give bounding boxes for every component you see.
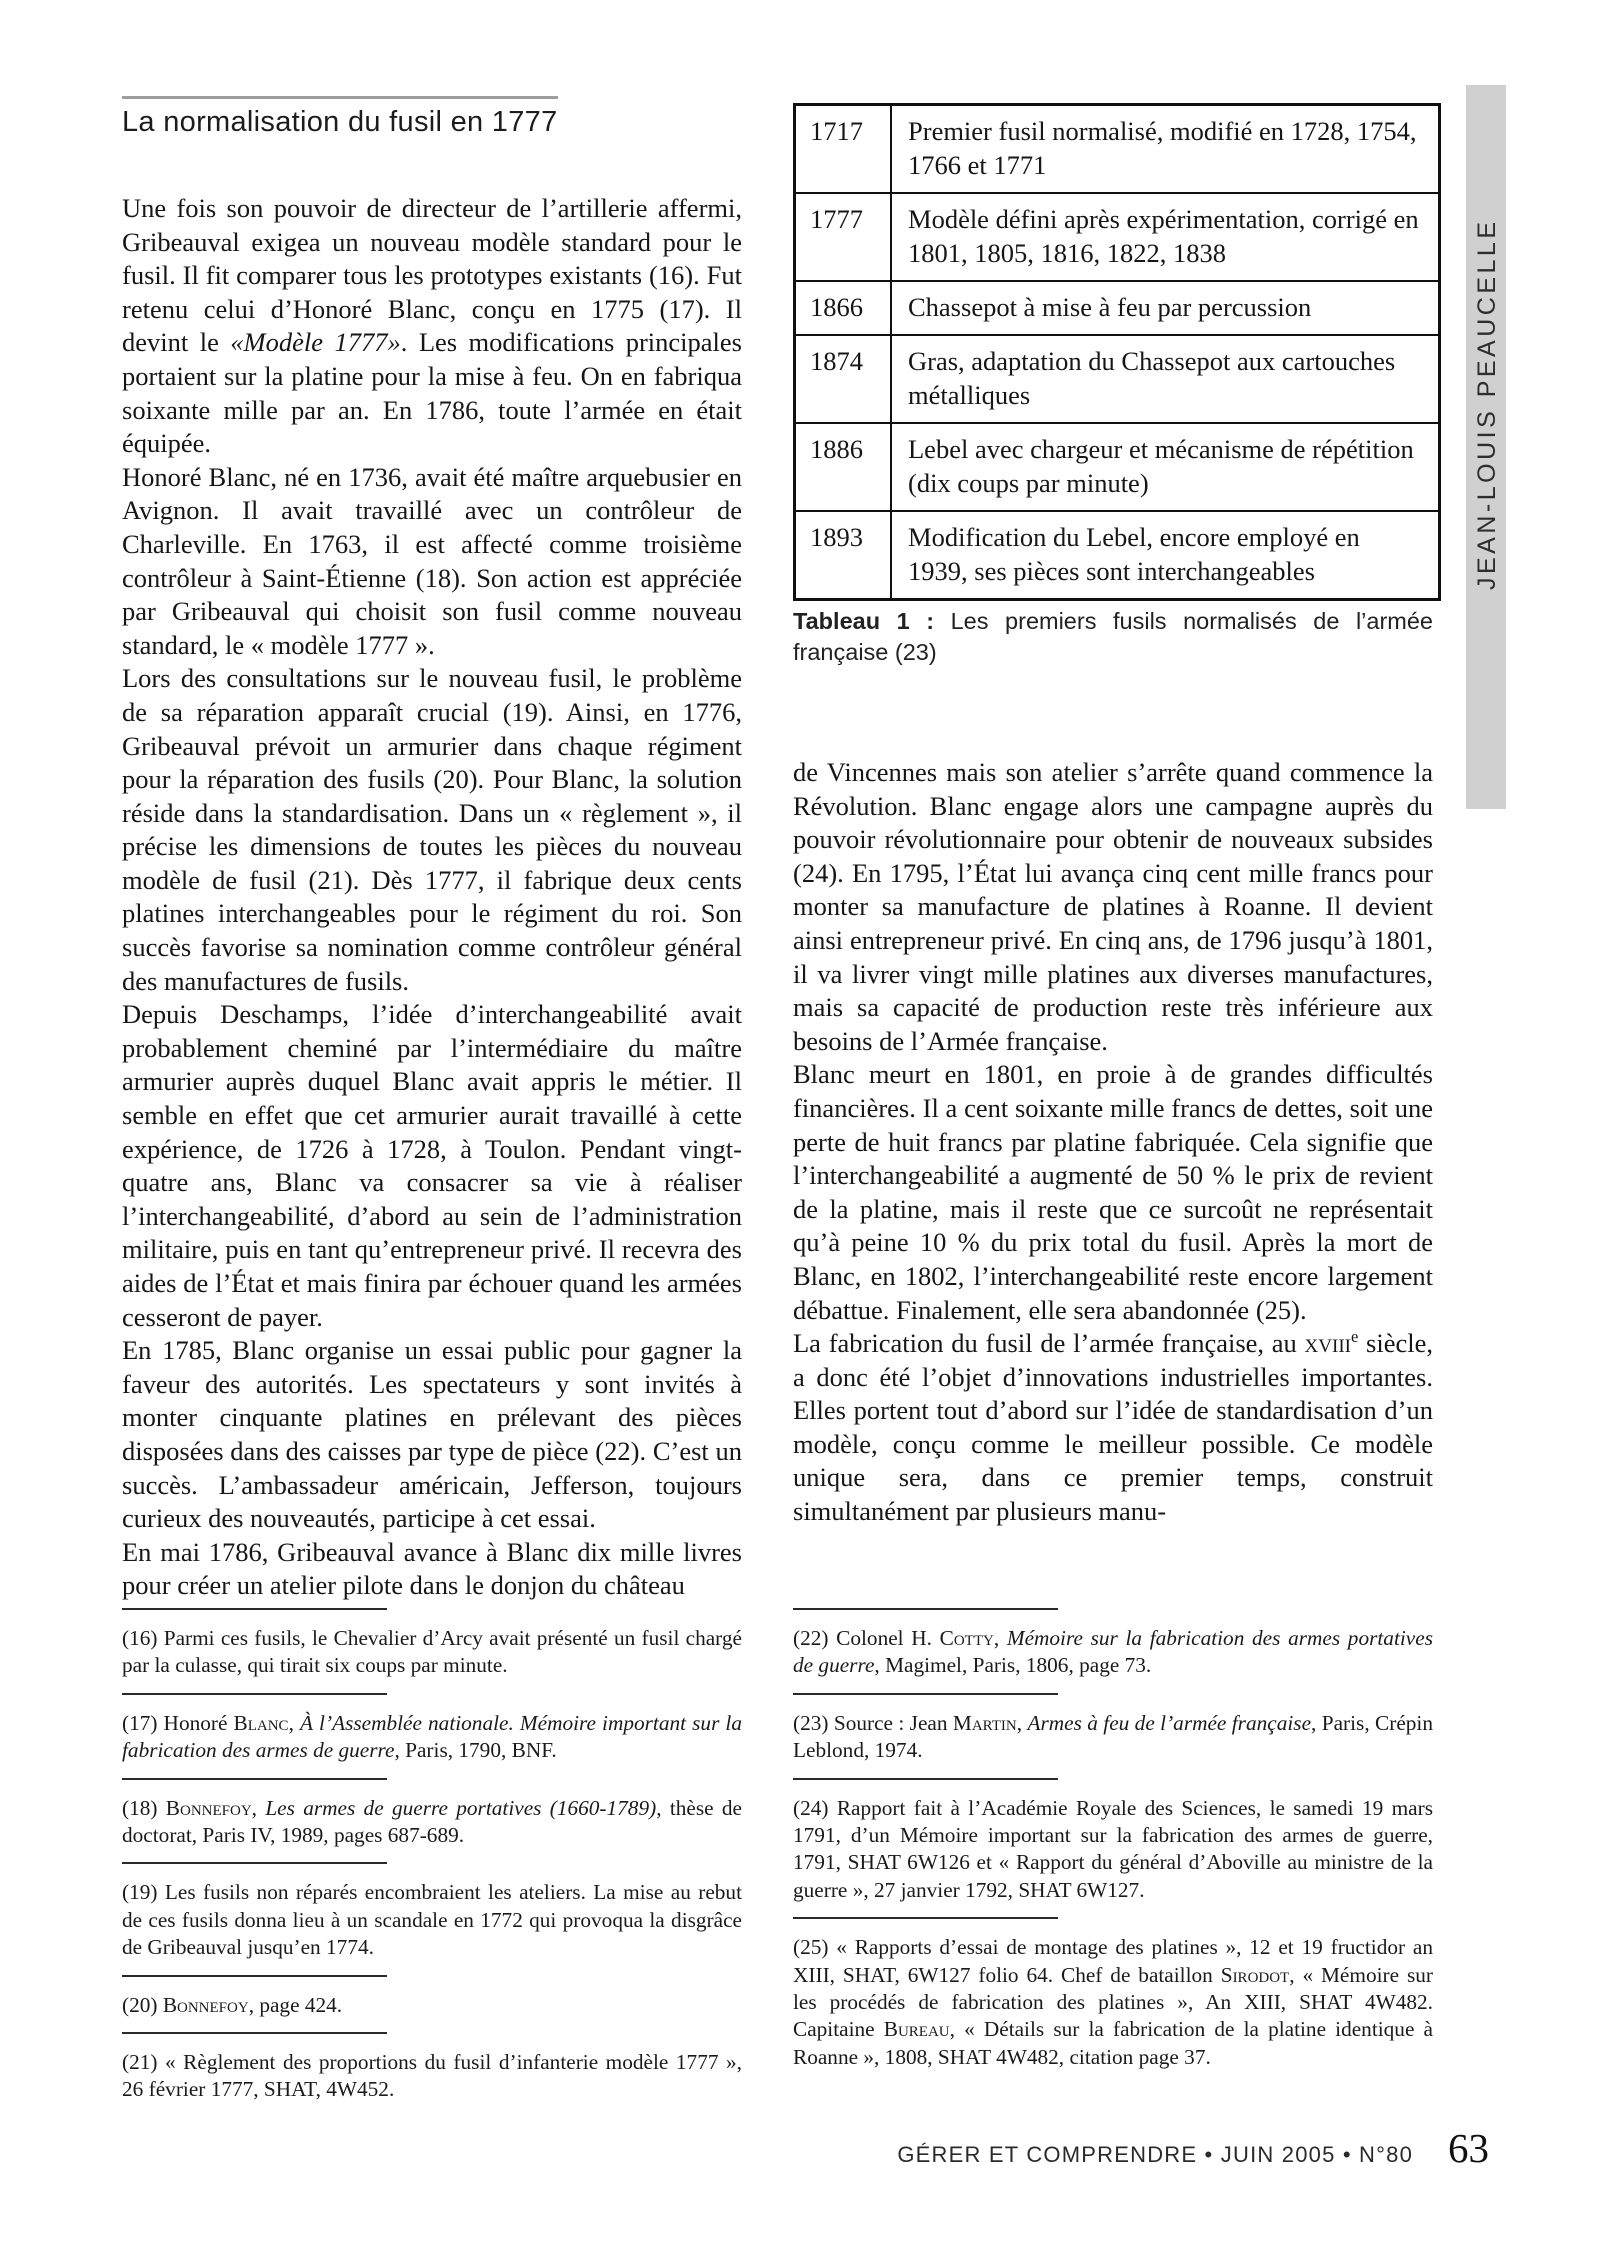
footnote [122, 1992, 742, 2019]
year-cell: 1874 [795, 335, 892, 423]
text-run: En mai 1786, Gribeauval avance à Blanc dix mille livres pour créer un atelier pilote dans le donjon du château [122, 1536, 742, 1601]
text-run: de Vincennes mais son atelier s’arrête quand commence la Révolution. Blanc engage alors une campagne auprès du pouvoir révolutionnaire pour obtenir de nouveaux subsides (24). En 1795, l’État lui avança cinq cent mille francs pour monter sa manufacture de platines à Roanne. Il devient ainsi entrepreneur privé. En cinq ans, de 1796 jusqu’à 1801, il va livrer vingt mille platines aux diverses manufactures, mais sa capacité de production reste très inférieure aux besoins de l’Armée française. [793, 757, 1433, 1056]
right-column-text [793, 756, 1433, 1529]
year-cell: 1886 [795, 423, 892, 511]
paragraph [122, 1334, 742, 1536]
italic-text: Armes à feu de l’armée française [1027, 1710, 1312, 1735]
text-run: (19) Les fusils non réparés encombraient les ateliers. La mise au rebut de ces fusils donna lieu à un scandale en 1772 qui provoqua la disgrâce de Gribeauval jusqu’en 1774. [122, 1880, 742, 1960]
paragraph [122, 192, 742, 461]
smallcaps-text: Blanc [233, 1710, 289, 1735]
italic-text: «Modèle 1777» [230, 327, 401, 358]
description-cell: Gras, adaptation du Chassepot aux cartouches métalliques [891, 335, 1440, 423]
text-run: Blanc meurt en 1801, en proie à de grandes difficultés financières. Il a cent soixante mille francs de dettes, soit une perte de huit francs par platine fabriquée. Cela signifie que l’interchangeabilité a augmenté de 50 % le prix de revient de la platine, mais il reste que ce surcoût ne représentait qu’à peine 10 % du prix total du fusil. Après la mort de Blanc, en 1802, l’interchangeabilité reste encore largement débattue. Finalement, elle sera abandonnée (25). [793, 1059, 1433, 1325]
footnote-separator-rule [793, 1778, 1058, 1780]
smallcaps-text: Martin [952, 1710, 1017, 1735]
year-cell: 1777 [795, 193, 892, 281]
journal-footer: GÉRER ET COMPRENDRE • JUIN 2005 • N°80 [897, 2142, 1413, 2167]
text-run: , Paris, Crépin Leblond, 1974. [793, 1710, 1433, 1763]
text-run: (22) Colonel H. [793, 1626, 940, 1650]
description-cell: Lebel avec chargeur et mécanisme de répétition (dix coups par minute) [891, 423, 1440, 511]
year-cell: 1893 [795, 511, 892, 600]
superscript-text: e [1350, 1327, 1359, 1347]
footnote-separator-rule [793, 1693, 1058, 1695]
text-run: (24) Rapport fait à l’Académie Royale des Sciences, le samedi 19 mars 1791, d’un Mémoire important sur la fabrication des armes de guerre, 1791, SHAT 6W126 et « Rapport du général d’Aboville au ministre de la guerre », 27 janvier 1792, SHAT 6W127. [793, 1795, 1433, 1902]
description-cell: Premier fusil normalisé, modifié en 1728, 1754, 1766 et 1771 [891, 105, 1440, 194]
text-run: (17) Honoré [122, 1710, 234, 1735]
footnote [122, 1879, 742, 1961]
text-run: , [288, 1710, 300, 1735]
footnote-separator-rule [122, 1975, 387, 1977]
italic-text: Les armes de guerre portatives (1660-1789) [265, 1795, 657, 1820]
table-caption-label: Tableau 1 : [793, 608, 935, 634]
text-run: Lors des consultations sur le nouveau fusil, le problème de sa réparation apparaît crucial (19). Ainsi, en 1776, Gribeauval prévoit un armurier dans chaque régiment pour la réparation des fusils (20). Pour Blanc, la solution réside dans la standardisation. Dans un « règlement », il précise les dimensions de toutes les pièces du nouveau modèle de fusil (21). Dès 1777, il fabrique deux cents platines interchangeables pour le régiment du roi. Son succès favorise sa nomination comme contrôleur général des manufactures de fusils. [122, 663, 742, 996]
text-run: , [993, 1626, 1007, 1650]
text-run: Depuis Deschamps, l’idée d’interchangeabilité avait probablement cheminé par l’intermédiaire du maître armurier auprès duquel Blanc avait appris le métier. Il semble en effet que cet armurier aurait travaillé à cette expérience, de 1726 à 1728, à Toulon. Pendant vingt-quatre ans, Blanc va consacrer sa vie à réaliser l’interchangeabilité, d’abord au sein de l’administration militaire, puis en tant qu’entrepreneur privé. Il recevra des aides de l’État et mais finira par échouer quand les armées cesseront de payer. [122, 999, 742, 1332]
text-run: (16) Parmi ces fusils, le Chevalier d’Arcy avait présenté un fusil chargé par la culasse, qui tirait six coups par minute. [122, 1626, 742, 1678]
table-row [795, 423, 1440, 511]
text-run: Honoré Blanc, né en 1736, avait été maître arquebusier en Avignon. Il avait travaillé avec un contrôleur de Charleville. En 1763, il est affecté comme troisième contrôleur à Saint-Étienne (18). Son action est appréciée par Gribeauval qui choisit son fusil comme nouveau standard, le « modèle 1777 ». [122, 461, 742, 660]
paragraph [793, 1327, 1433, 1529]
footnote [793, 1934, 1433, 2071]
section-heading: La normalisation du fusil en 1777 [122, 96, 558, 139]
text-run: , « Détails sur la fabrication de la platine identique à Roanne », 1808, SHAT 4W482, citation page 37. [793, 2017, 1433, 2069]
footnote-separator-rule [122, 1778, 387, 1780]
paragraph [793, 1058, 1433, 1327]
text-run: (21) « Règlement des proportions du fusil d’infanterie modèle 1777 », 26 février 1777, SHAT, 4W452. [122, 2050, 742, 2102]
table-row [795, 335, 1440, 423]
text-run: , page 424. [248, 1992, 343, 2017]
italic-text: Mémoire sur la fabrication des armes portatives de guerre [793, 1626, 1433, 1678]
section-heading-block [122, 96, 558, 139]
text-run: , thèse de doctorat, Paris IV, 1989, pages 687-689. [122, 1795, 742, 1848]
description-cell: Modification du Lebel, encore employé en 1939, ses pièces sont interchangeables [891, 511, 1440, 600]
text-run: , [251, 1795, 266, 1820]
text-run: , « Mémoire sur les procédés de fabrication des platines », An XIII, SHAT 4W482. Capitaine [793, 1962, 1433, 2042]
footnote-separator-rule [122, 1693, 387, 1695]
footnote-separator-rule [122, 2032, 387, 2034]
footnote [122, 1710, 742, 1765]
author-name: JEAN-LOUIS PEAUCELLE [1473, 218, 1501, 590]
smallcaps-text: Bonnefoy [162, 1992, 249, 2017]
text-run: Une fois son pouvoir de directeur de l’artillerie affermi, Gribeauval exigea un nouveau modèle standard pour le fusil. Il fit comparer tous les prototypes existants (16). Fut retenu celui d’Honoré Blanc, conçu en 1775 (17). Il devint le [122, 193, 742, 358]
rifles-table-body [795, 105, 1440, 600]
year-cell: 1866 [795, 281, 892, 335]
table-row [795, 193, 1440, 281]
description-cell: Chassepot à mise à feu par percussion [891, 281, 1440, 335]
smallcaps-text: Bureau [883, 2017, 950, 2042]
smallcaps-text: xviii [1304, 1328, 1351, 1359]
text-run: (23) Source : Jean [793, 1710, 953, 1735]
year-cell: 1717 [795, 105, 892, 194]
footnote [122, 1795, 742, 1850]
table-row [795, 511, 1440, 600]
footnote-separator-rule [793, 1917, 1058, 1919]
left-column-text [122, 192, 742, 1603]
footnote [793, 1710, 1433, 1765]
text-run: (25) « Rapports d’essai de montage des platines », 12 et 19 fructidor an XIII, SHAT, 6W127 folio 64. Chef de bataillon [793, 1935, 1433, 1987]
table-row [795, 281, 1440, 335]
italic-text: À l’Assemblée nationale. Mémoire important sur la fabrication des armes de guerre [122, 1710, 743, 1763]
paragraph [122, 998, 742, 1334]
text-run: . Les modifications principales portaient sur la platine pour la mise à feu. On en fabriqua soixante mille par an. En 1786, toute l’armée en était équipée. [122, 327, 742, 459]
footnote-separator-rule [122, 1608, 387, 1610]
text-run: siècle, a donc été l’objet d’innovations industrielles importantes. Elles portent tout d’abord sur l’idée de standardisation d’un modèle, conçu comme le meilleur possible. Ce modèle unique sera, dans ce premier temps, construit simultanément par plusieurs manu- [793, 1328, 1433, 1527]
table-caption-text: Les premiers fusils normalisés de l’armée française (23) [793, 608, 1434, 665]
text-run: , Magimel, Paris, 1806, page 73. [874, 1653, 1152, 1678]
table-caption [793, 606, 1433, 667]
paragraph [122, 461, 742, 663]
text-run: , Paris, 1790, BNF. [394, 1738, 557, 1763]
paragraph [122, 662, 742, 998]
text-run: En 1785, Blanc organise un essai public pour gagner la faveur des autorités. Les spectateurs y sont invités à monter cinquante platines en prélevant des pièces disposées dans des caisses par type de pièce (22). C’est un succès. L’ambassadeur américain, Jefferson, toujours curieux des nouveautés, participe à cet essai. [122, 1335, 742, 1534]
footnote [122, 1625, 742, 1680]
footnote-separator-rule [122, 1862, 387, 1864]
smallcaps-text: Bonnefoy [165, 1795, 252, 1820]
page-number: 63 [1448, 2125, 1489, 2171]
footnote [122, 2049, 742, 2104]
author-band [1466, 85, 1506, 809]
smallcaps-text: Sirodot [1220, 1962, 1290, 1987]
text-run: , [1016, 1710, 1028, 1735]
text-run: (20) [122, 1992, 163, 2017]
footnote-separator-rule [793, 1608, 1058, 1610]
text-run: La fabrication du fusil de l’armée française, au [793, 1328, 1305, 1359]
footnote [793, 1795, 1433, 1905]
rifles-table [793, 103, 1441, 601]
paragraph [122, 1536, 742, 1603]
footnotes-right [793, 1608, 1433, 2079]
table-row [795, 105, 1440, 194]
text-run: (18) [122, 1795, 166, 1820]
footnotes-left [122, 1608, 742, 2112]
footnote [793, 1625, 1433, 1680]
paragraph [793, 756, 1433, 1058]
description-cell: Modèle défini après expérimentation, corrigé en 1801, 1805, 1816, 1822, 1838 [891, 193, 1440, 281]
smallcaps-text: Cotty [939, 1626, 994, 1650]
